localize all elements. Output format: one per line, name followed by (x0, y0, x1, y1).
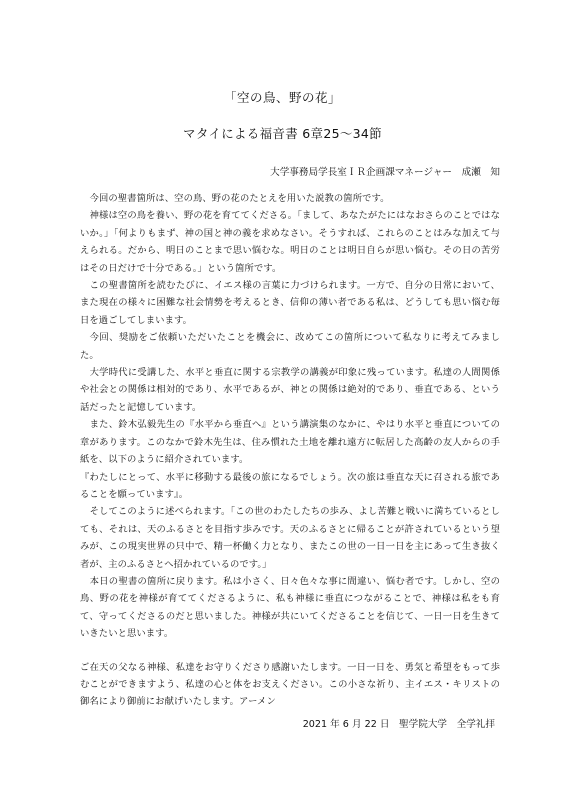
paragraph: 神様は空の鳥を養い、野の花を育ててくださる。「まして、あなたがたにはなおさらのことではないか。」「何よりもまず、神の国と神の義を求めなさい。そうすれば、これらのことはみな加えて与えられる。だから、明日のことまで思い悩むな。明日のことは明日自らが思い悩む。その日の苦労はその日だけで十分である。」という箇所です。 (80, 210, 500, 274)
paragraph: 今回、奨励をご依頼いただいたことを機会に、改めてこの箇所について私なりに考えてみました。 (80, 332, 500, 361)
paragraph: 本日の聖書の箇所に戻ります。私は小さく、日々色々な事に間違い、悩む者です。しかし、空の鳥、野の花を神様が育ててくださるように、私も神様に垂直につながることで、神様は私をも育て、守ってくださるのだと思いました。神様が共にいてくださることを信じて、一日一日を生きていきたいと思います。 (80, 575, 500, 640)
closing-prayer: ご在天の父なる神様、私達をお守りくださり感謝いたします。一日一日を、勇気と希望をもって歩むことができますよう、私達の心と体をお支えください。この小さな祈り、主イエス・キリストの御名により御前にお献げいたします。アーメン (80, 661, 501, 708)
paragraph: また、鈴木弘毅先生の『水平から垂直へ』という講演集のなかに、やはり水平と垂直についての章があります。このなかで鈴木先生は、住み慣れた土地を離れ遠方に転居した高齢の友人からの手紙を、以下のように紹介されています。 (80, 419, 500, 466)
paragraph: この聖書箇所を読むたびに、イエス様の言葉に力づけられます。一方で、自分の日常において、また現在の様々に困難な社会情勢を考えるとき、信仰の薄い者である私は、どうしても思い悩む毎日を過ごしてしまいます。 (80, 280, 500, 326)
quoted-letter: 『わたしにとって、水平に移動する最後の旅になるでしょう。次の旅は垂直な天に召される旅であることを願っています』。 (80, 471, 500, 500)
paragraph: そしてこのように述べられます。「この世のわたしたちの歩み、よし苦難と戦いに満ちているとしても、それは、天のふるさとを目指す歩みです。天のふるさとに帰ることが許されているという望みが、この現実世界の只中で、精一杯働く力となり、またこの世の一日一日を主にあって生き抜く者が、主のふるさとへ招かれているのです。」 (80, 506, 500, 570)
paragraph: 大学時代に受講した、水平と垂直に関する宗教学の講義が印象に残っています。私達の人間関係や社会との関係は相対的であり、水平であるが、神との関係は絶対的であり、垂直である、という話だったと記憶しています。 (80, 367, 500, 413)
document-title: 「空の鳥、野の花」 (223, 90, 341, 105)
date-and-venue: 2021 年 6 月 22 日 聖学院大学 全学礼拝 (302, 719, 495, 730)
scripture-reference: マタイによる福音書 6章25～34節 (183, 126, 382, 141)
author-line: 大学事務局学長室ＩＲ企画課マネージャー 成瀬 知 (270, 167, 500, 178)
paragraph: 今回の聖書箇所は、空の鳥、野の花のたとえを用いた説教の箇所です。 (89, 193, 390, 204)
sermon-body (80, 190, 500, 711)
